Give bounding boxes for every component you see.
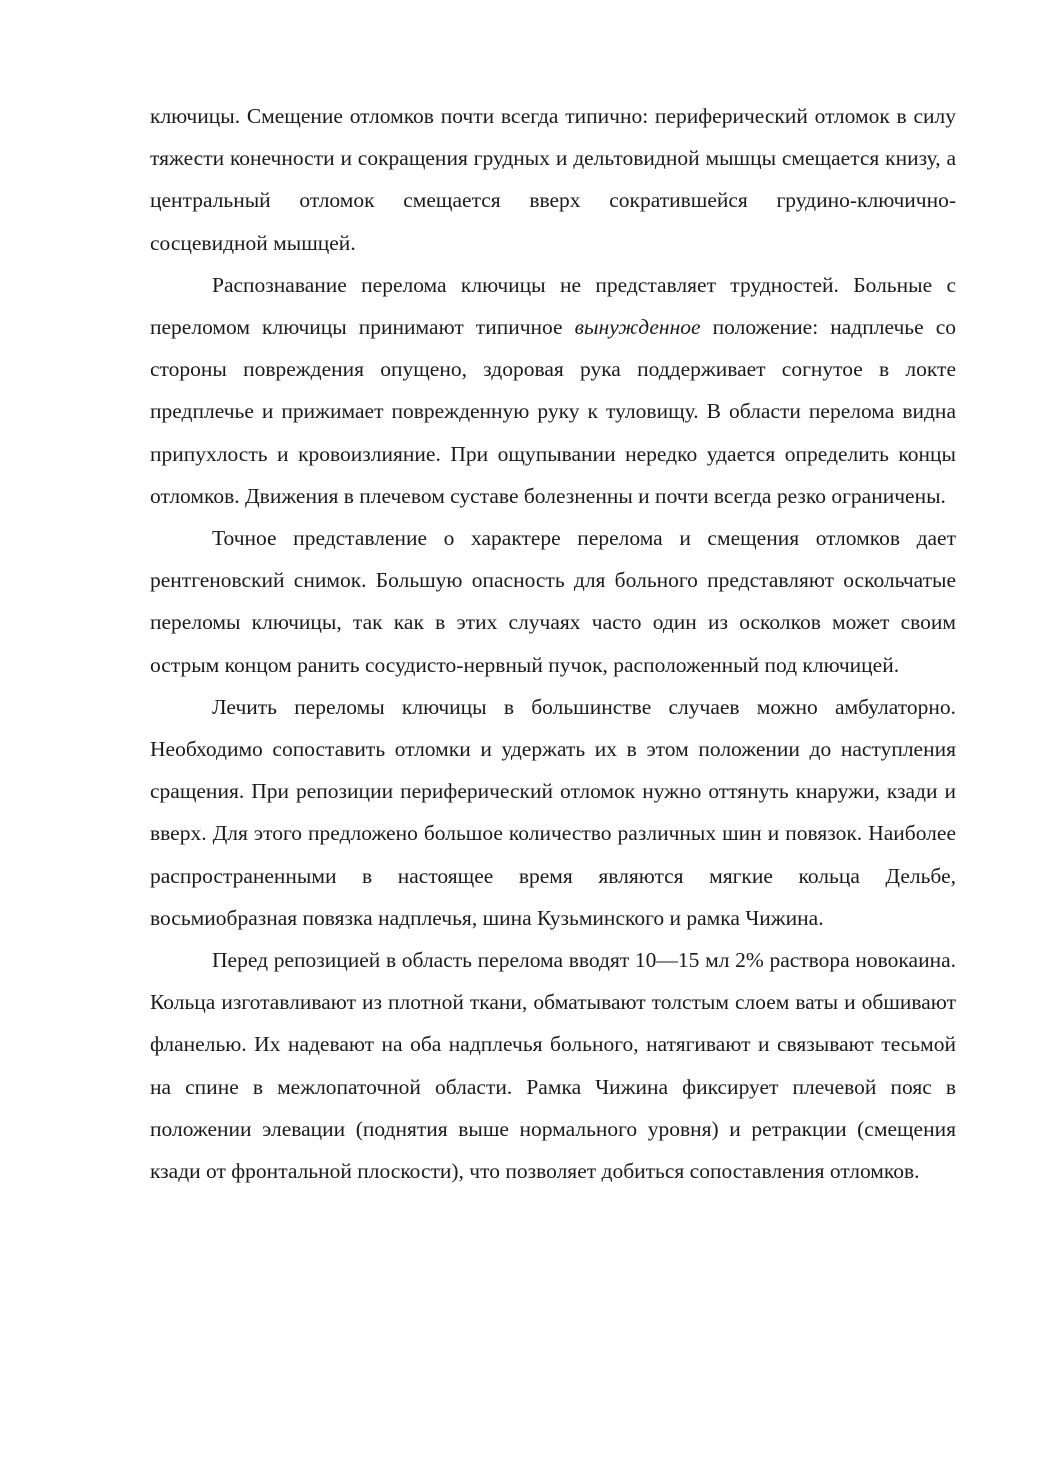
paragraph-2-emphasis: вынужденное: [574, 315, 701, 340]
document-page: [150, 95, 956, 1192]
paragraph-1: ключицы. Смещение отломков почти всегда типично: периферический отломок в силу тяжести конечности и сокращения грудных и дельтовидной мышцы смещается книзу, а центральный отломок смещается вверх сократившейся грудино-ключично-сосцевидной мышцей.: [150, 104, 956, 255]
paragraph-2-text-before: Распознавание перелома ключицы не представляет трудностей. Больные с переломом ключицы принимают типичное: [150, 272, 956, 340]
paragraph-2-text-after: положение: надплечье со стороны повреждения опущено, здоровая рука поддерживает согнутое в локте предплечье и прижимает поврежденную руку к туловищу. В области перелома видна припухлость и кровоизлияние. При ощупывании нередко удается определить концы отломков. Движения в плечевом суставе болезненны и почти всегда резко ограничены.: [150, 315, 956, 508]
paragraph-5: Перед репозицией в область перелома вводят 10—15 мл 2% раствора новокаина. Кольца изготавливают из плотной ткани, обматывают толстым слоем ваты и обшивают фланелью. Их надевают на оба надплечья больного, натягивают и связывают тесьмой на спине в межлопаточной области. Рамка Чижина фиксирует плечевой пояс в положении элевации (поднятия выше нормального уровня) и ретракции (смещения кзади от фронтальной плоскости), что позволяет добиться сопоставления отломков.: [150, 948, 956, 1184]
paragraph-3: Точное представление о характере перелома и смещения отломков дает рентгеновский снимок. Большую опасность для больного представляют оскольчатые переломы ключицы, так как в этих случаях часто один из осколков может своим острым концом ранить сосудисто-нервный пучок, расположенный под ключицей.: [150, 526, 956, 677]
paragraph-2: [150, 264, 956, 517]
paragraph-4: Лечить переломы ключицы в большинстве случаев можно амбулаторно. Необходимо сопоставить отломки и удержать их в этом положении до наступления сращения. При репозиции периферический отломок нужно оттянуть кнаружи, кзади и вверх. Для этого предложено большое количество различных шин и повязок. Наиболее распространенными в настоящее время являются мягкие кольца Дельбе, восьмиобразная повязка надплечья, шина Кузьминского и рамка Чижина.: [150, 694, 956, 930]
